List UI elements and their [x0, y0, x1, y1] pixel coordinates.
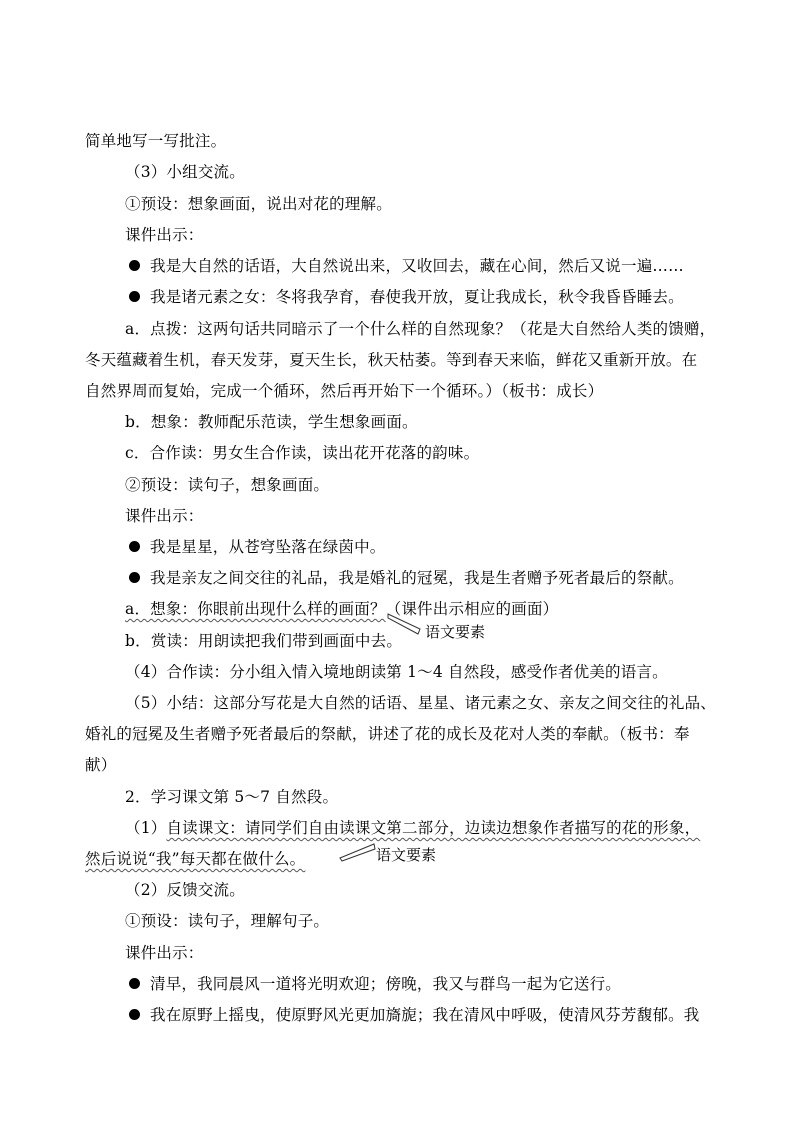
text-line: 冬天蕴藏着生机，春天发芽，夏天生长，秋天枯萎。等到春天来临，鲜花又重新开放。在 [85, 351, 698, 369]
text-span: （课件出示相应的画面） [385, 600, 559, 618]
text-span: （1） [125, 819, 167, 837]
text-line: c．合作读：男女生合作读，读出花开花落的韵味。 [125, 444, 480, 462]
bullet-icon [129, 1009, 140, 1020]
text-line: 献） [85, 756, 117, 774]
text-line: ①预设：读句子，理解句子。 [125, 912, 330, 930]
text-line: ②预设：读句子，想象画面。 [125, 476, 330, 494]
text-line: a．点拨：这两句话共同暗示了一个什么样的自然现象？（花是大自然给人类的馈赠， [125, 320, 716, 338]
bullet-text: 我是亲友之间交往的礼品，我是婚礼的冠冕，我是生者赠予死者最后的祭献。 [150, 569, 684, 587]
text-line: 课件出示： [125, 944, 204, 962]
text-line: 2．学习课文第 5～7 自然段。 [125, 788, 339, 806]
text-line [125, 599, 734, 619]
text-line: 课件出示： [125, 226, 204, 244]
text-line: b．赏读：用朗读把我们带到画面中去。 [125, 632, 403, 650]
annotation-label: 语文要素 [425, 623, 486, 641]
bullet-icon [129, 572, 140, 583]
annotated-text: 然后说说“我”每天都在做什么。 [85, 850, 306, 868]
text-line: 课件出示： [125, 507, 204, 525]
text-line: ①预设：想象画面，说出对花的理解。 [125, 195, 392, 213]
text-line: 简单地写一写批注。 [85, 132, 227, 150]
text-line: （4）合作读：分小组入情入境地朗读第 1～4 自然段，感受作者优美的语言。 [125, 663, 668, 681]
text-line [125, 818, 734, 838]
bullet-text: 我是诸元素之女：冬将我孕育，春使我开放，夏让我成长，秋令我昏昏睡去。 [150, 288, 684, 306]
annotation-label: 语文要素 [376, 846, 437, 864]
text-line: （3）小组交流。 [125, 163, 245, 181]
text-line: b．想象：教师配乐范读，学生想象画面。 [125, 413, 418, 431]
bullet-text: 我在原野上摇曳，使原野风光更加旖旎；我在清风中呼吸，使清风芬芳馥郁。我 [150, 1006, 700, 1024]
text-line: （2）反馈交流。 [125, 881, 245, 899]
callout-arrow-icon [338, 840, 378, 862]
bullet-icon [129, 291, 140, 302]
bullet-text: 我是星星，从苍穹坠落在绿茵中。 [150, 538, 386, 556]
bullet-text: 清早，我同晨风一道将光明欢迎；傍晚，我又与群鸟一起为它送行。 [150, 975, 622, 993]
bullet-icon [129, 541, 140, 552]
callout-arrow-icon [386, 612, 426, 638]
annotated-text: 自读课文：请同学们自由读课文第二部分，边读边想象作者描写的花的形象， [166, 819, 701, 837]
bullet-icon [129, 260, 140, 271]
text-line: 婚礼的冠冕及生者赠予死者最后的祭献，讲述了花的成长及花对人类的奉献。（板书：奉 [85, 725, 690, 743]
annotated-text: a．想象：你眼前出现什么样的画面？ [125, 600, 386, 618]
bullet-icon [129, 978, 140, 989]
text-line: （5）小结：这部分写花是大自然的话语、星星、诸元素之女、亲友之间交往的礼品、 [125, 694, 716, 712]
text-line: 自然界周而复始，完成一个循环，然后再开始下一个循环。）（板书：成长） [85, 382, 604, 400]
bullet-text: 我是大自然的话语，大自然说出来，又收回去，藏在心间，然后又说一遍…… [150, 257, 684, 275]
